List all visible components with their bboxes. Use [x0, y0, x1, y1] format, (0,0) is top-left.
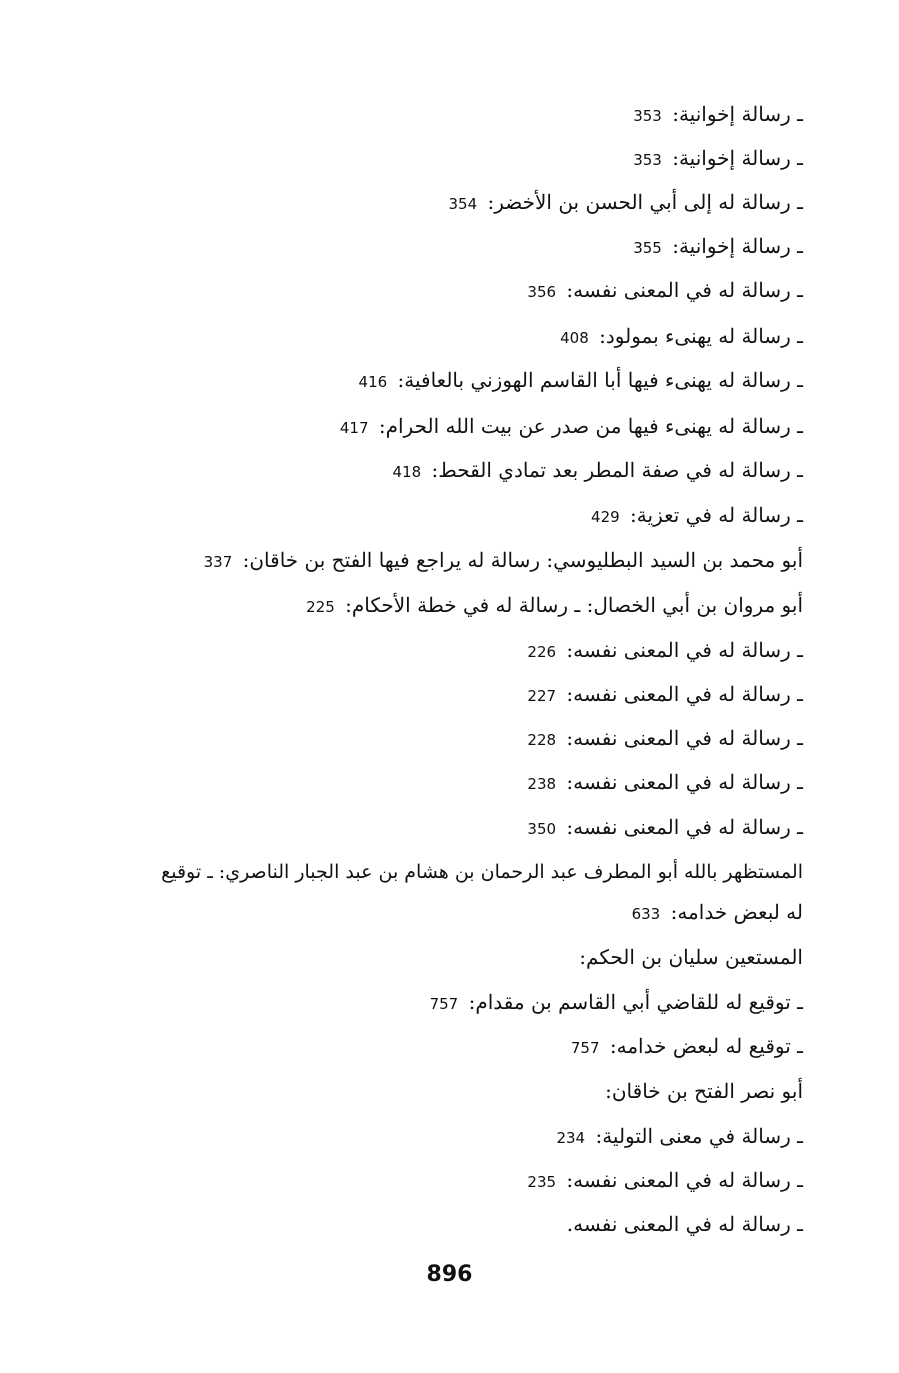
entry-text: ـ رسالة له إلى أبي الحسن بن الأخضر: — [487, 190, 803, 214]
index-entry — [359, 368, 803, 394]
index-entry — [633, 102, 803, 128]
entry-text: ـ رسالة له في المعنى نفسه. — [566, 1212, 803, 1236]
index-entry — [393, 458, 803, 484]
entry-text: ـ رسالة إخوانية: — [672, 146, 803, 170]
entry-text: ـ توقيع له للقاضي أبي القاسم بن مقدام: — [468, 990, 803, 1014]
page-ref: 225 — [306, 598, 335, 616]
page-ref: 353 — [633, 107, 662, 125]
entry-text: ـ توقيع له لبعض خدامه: — [609, 1034, 803, 1058]
page-ref: 355 — [633, 239, 662, 257]
entry-text: ـ رسالة له في المعنى نفسه: — [566, 1168, 803, 1192]
entry-text: ـ رسالة له في المعنى نفسه: — [566, 682, 803, 706]
index-entry — [527, 278, 803, 304]
entry-text: أبو مروان بن أبي الخصال: ـ رسالة له في خطة الأحكام: — [345, 593, 803, 617]
page-ref: 235 — [527, 1173, 557, 1191]
entry-text: ـ رسالة في معنى التولية: — [595, 1124, 803, 1148]
page-ref: 408 — [560, 329, 589, 347]
entry-text: المستعين سليان بن الحكم: — [579, 945, 803, 969]
index-entry — [556, 1124, 803, 1150]
page-ref: 417 — [339, 419, 369, 437]
index-entry — [633, 234, 803, 260]
page-ref: 337 — [203, 553, 233, 571]
entry-text: ـ رسالة له يهنىء فيها من صدر عن بيت الله الحرام: — [378, 414, 803, 438]
entry-text: ـ رسالة له في صفة المطر بعد تمادي القحط: — [431, 458, 803, 482]
index-entry — [527, 770, 803, 796]
index-entry — [560, 324, 803, 350]
page-ref: 227 — [527, 687, 557, 705]
index-entry — [430, 990, 803, 1016]
page-ref: 238 — [527, 775, 557, 793]
page-ref: 757 — [570, 1039, 600, 1057]
page-ref: 429 — [591, 508, 620, 526]
entry-text: ـ رسالة له في المعنى نفسه: — [566, 770, 803, 794]
index-entry — [571, 1034, 803, 1060]
index-entry — [527, 638, 803, 664]
index-entry — [527, 1168, 803, 1194]
index-entry — [449, 190, 803, 216]
index-entry — [527, 726, 803, 752]
page-ref: 234 — [556, 1129, 586, 1147]
index-entry — [527, 815, 803, 841]
index-entry — [633, 146, 803, 172]
page-ref: 353 — [633, 151, 662, 169]
page-ref: 416 — [358, 373, 388, 391]
page-ref: 356 — [527, 283, 557, 301]
entry-text: ـ رسالة له في تعزية: — [630, 503, 803, 527]
page-ref: 757 — [429, 995, 459, 1013]
entry-text: ـ رسالة إخوانية: — [672, 102, 803, 126]
page-number: 896 — [426, 1262, 473, 1287]
index-entry — [579, 945, 803, 969]
index-entry — [340, 414, 803, 440]
entry-text: ـ رسالة إخوانية: — [672, 234, 803, 258]
entry-text: ـ رسالة له يهنىء بمولود: — [599, 324, 803, 348]
entry-text: له لبعض خدامه: — [670, 900, 803, 924]
index-entry — [567, 1212, 803, 1236]
index-entry — [591, 503, 803, 529]
entry-text: أبو نصر الفتح بن خاقان: — [605, 1079, 803, 1103]
entry-text: ـ رسالة له في المعنى نفسه: — [566, 726, 803, 750]
entry-text: أبو محمد بن السيد البطليوسي: رسالة له يراجع فيها الفتح بن خاقان: — [242, 548, 803, 572]
page-ref: 633 — [631, 905, 661, 923]
entry-text: ـ رسالة له في المعنى نفسه: — [566, 638, 803, 662]
index-entry — [632, 900, 803, 926]
page-ref: 228 — [527, 731, 557, 749]
page-ref: 226 — [527, 643, 557, 661]
index-entry — [605, 1079, 803, 1103]
index-entry — [306, 593, 803, 619]
page-ref: 418 — [392, 463, 422, 481]
page-ref: 350 — [527, 820, 557, 838]
index-entry — [161, 860, 803, 884]
index-entry — [204, 548, 803, 574]
entry-text: ـ رسالة له في المعنى نفسه: — [566, 815, 803, 839]
entry-text: ـ رسالة له في المعنى نفسه: — [566, 278, 803, 302]
entry-text: المستظهر بالله أبو المطرف عبد الرحمان بن هشام بن عبد الجبار الناصري: ـ توقيع — [161, 861, 803, 883]
index-entry — [527, 682, 803, 708]
entry-text: ـ رسالة له يهنىء فيها أبا القاسم الهوزني بالعافية: — [397, 368, 803, 392]
page-ref: 354 — [448, 195, 478, 213]
